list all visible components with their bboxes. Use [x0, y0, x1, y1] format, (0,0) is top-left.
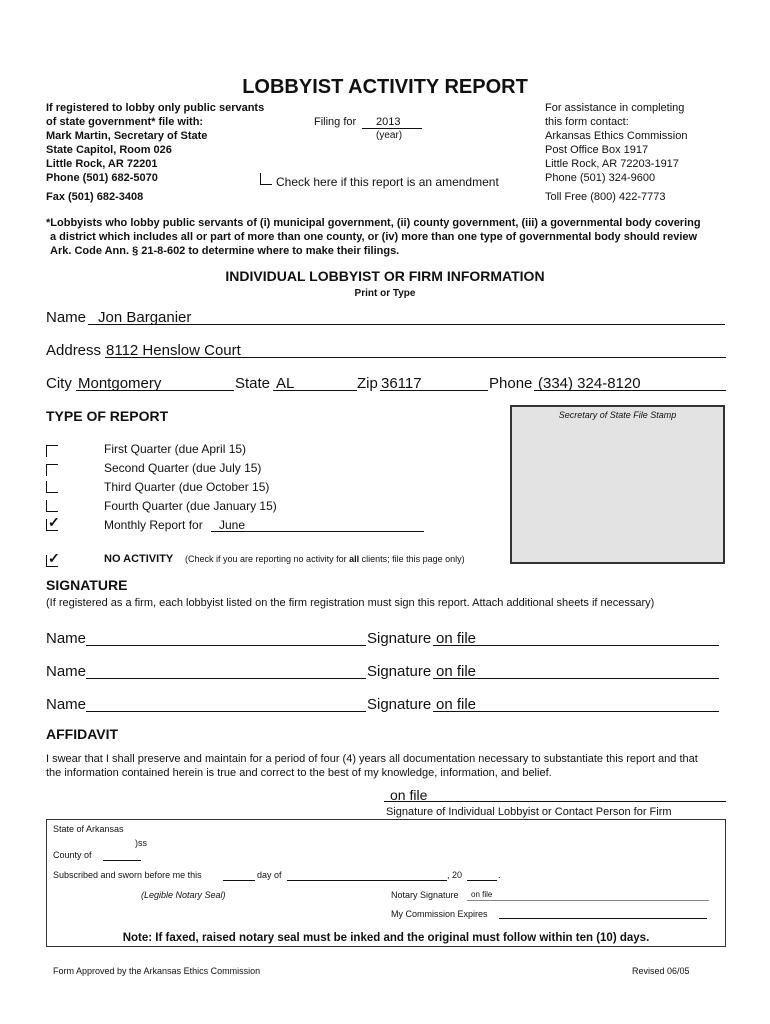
notary-subscribed: Subscribed and sworn before me this — [53, 870, 202, 880]
no-activity-note — [185, 554, 465, 564]
filing-office-fax: Fax (501) 682-3408 — [46, 191, 144, 203]
report-type-heading: TYPE OF REPORT — [46, 408, 169, 424]
info-heading: INDIVIDUAL LOBBYIST OR FIRM INFORMATION — [225, 268, 545, 284]
amendment-checkbox[interactable] — [260, 173, 272, 185]
filing-office-line: If registered to lobby only public servants — [46, 102, 265, 114]
second-quarter-label: Second Quarter (due July 15) — [104, 461, 262, 475]
affidavit-heading: AFFIDAVIT — [46, 726, 119, 742]
signer-name-label: Name — [46, 696, 87, 713]
affidavit-signature-caption: Signature of Individual Lobbyist or Contact Person for Firm — [386, 806, 672, 818]
filing-year-value[interactable]: 2013 — [376, 116, 401, 128]
notary-day-of: day of — [257, 870, 282, 880]
notary-signature-line — [467, 900, 709, 901]
phone-value[interactable]: (334) 324-8120 — [538, 375, 641, 392]
signer-signature-label: Signature — [367, 696, 432, 713]
filing-office-line: Mark Martin, Secretary of State — [46, 130, 208, 142]
amendment-label: Check here if this report is an amendment — [276, 175, 499, 189]
first-quarter-label: First Quarter (due April 15) — [104, 442, 247, 456]
no-activity-label: NO ACTIVITY — [104, 553, 174, 565]
state-label: State — [235, 375, 271, 392]
third-quarter-label: Third Quarter (due October 15) — [104, 480, 270, 494]
monthly-report-label: Monthly Report for — [104, 518, 203, 532]
footnote — [46, 216, 701, 258]
check-mark-icon: ✓ — [48, 514, 60, 530]
signature-heading: SIGNATURE — [46, 577, 128, 593]
notary-signature-value[interactable]: on file — [471, 890, 493, 899]
no-activity-note-pre: (Check if you are reporting no activity for — [185, 554, 350, 564]
name-value[interactable]: Jon Barganier — [98, 309, 192, 326]
check-mark-icon: ✓ — [48, 550, 60, 566]
notary-state: State of Arkansas — [53, 824, 124, 834]
filing-for-label: Filing for — [314, 116, 357, 128]
signer-name-line — [86, 711, 366, 712]
filing-office-line: State Capitol, Room 026 — [46, 144, 172, 156]
affidavit-text — [46, 752, 698, 780]
city-label: City — [46, 375, 72, 392]
filing-office-block — [46, 101, 264, 185]
second-quarter-checkbox[interactable] — [46, 464, 58, 476]
footnote-line: *Lobbyists who lobby public servants of (i) municipal government, (ii) county government, (iii) a governmental body covering — [46, 217, 701, 229]
filing-office-line: Phone (501) 682-5070 — [46, 172, 158, 184]
footer-revision: Revised 06/05 — [632, 966, 690, 976]
affidavit-signature-line — [384, 801, 726, 802]
page-title: LOBBYIST ACTIVITY REPORT — [242, 76, 528, 98]
notary-commission-label: My Commission Expires — [391, 909, 488, 919]
notary-ss: )ss — [135, 838, 147, 848]
no-activity-note-bold: all — [349, 554, 360, 564]
footnote-line: a district which includes all or part of more than one county, or (iv) more than one type of governmental body should review — [50, 231, 698, 243]
notary-commission-line — [499, 918, 707, 919]
assistance-line: Phone (501) 324-9600 — [545, 172, 656, 184]
state-value[interactable]: AL — [276, 375, 295, 392]
notary-month-line — [287, 880, 447, 881]
signer-signature-value[interactable]: on file — [436, 630, 477, 647]
file-stamp-box — [510, 405, 725, 564]
city-value[interactable]: Montgomery — [78, 375, 162, 392]
filing-year-line — [362, 128, 422, 129]
footnote-line: Ark. Code Ann. § 21-8-602 to determine where to make their filings. — [50, 245, 400, 257]
notary-day-line — [223, 880, 255, 881]
affidavit-text-line: I swear that I shall preserve and maintain for a period of four (4) years all documentation necessary to substantiate this report and that — [46, 753, 698, 765]
assistance-line: Arkansas Ethics Commission — [545, 130, 688, 142]
signer-name-line — [86, 645, 366, 646]
filing-office-line: Little Rock, AR 72201 — [46, 158, 158, 170]
filing-office-line: of state government* file with: — [46, 116, 204, 128]
assistance-line: Little Rock, AR 72203-1917 — [545, 158, 679, 170]
assistance-toll-free: Toll Free (800) 422-7773 — [545, 191, 666, 203]
fourth-quarter-label: Fourth Quarter (due January 15) — [104, 499, 277, 513]
first-quarter-checkbox[interactable] — [46, 445, 58, 457]
address-value[interactable]: 8112 Henslow Court — [106, 342, 241, 359]
notary-box — [46, 819, 726, 947]
monthly-report-checkbox[interactable] — [46, 514, 60, 531]
affidavit-signature-value[interactable]: on file — [390, 787, 428, 803]
assistance-line: Post Office Box 1917 — [545, 144, 649, 156]
info-subheading: Print or Type — [354, 288, 416, 299]
no-activity-checkbox[interactable] — [46, 550, 60, 567]
assistance-line: For assistance in completing — [545, 102, 685, 114]
signer-name-line — [86, 678, 366, 679]
monthly-report-value[interactable]: June — [219, 518, 246, 532]
notary-year-suffix: . — [498, 870, 501, 880]
phone-label: Phone — [489, 375, 533, 392]
zip-value[interactable]: 36117 — [381, 375, 422, 392]
notary-signature-label: Notary Signature — [391, 890, 459, 900]
signer-signature-label: Signature — [367, 630, 432, 647]
footer-approval: Form Approved by the Arkansas Ethics Commission — [53, 966, 261, 976]
no-activity-note-post: clients; file this page only) — [359, 554, 465, 564]
assistance-block — [545, 101, 687, 185]
address-label: Address — [46, 342, 102, 359]
notary-county-line — [103, 860, 141, 861]
zip-label: Zip — [357, 375, 378, 392]
signer-name-label: Name — [46, 663, 87, 680]
signer-name-label: Name — [46, 630, 87, 647]
notary-county: County of — [53, 850, 92, 860]
notary-year-prefix: , 20 — [447, 870, 463, 880]
notary-seal: (Legible Notary Seal) — [141, 890, 226, 900]
assistance-line: this form contact: — [545, 116, 629, 128]
file-stamp-label: Secretary of State File Stamp — [558, 410, 677, 420]
third-quarter-checkbox[interactable] — [46, 481, 58, 493]
signer-signature-label: Signature — [367, 663, 432, 680]
filing-year-caption: (year) — [376, 130, 403, 141]
fax-note: Note: If faxed, raised notary seal must be inked and the original must follow within ten (10) days. — [122, 932, 650, 944]
signature-note: (If registered as a firm, each lobbyist listed on the firm registration must sign this report. Attach additional sheets if necessary) — [46, 597, 655, 609]
affidavit-text-line: the information contained herein is true and correct to the best of my knowledge, information, and belief. — [46, 767, 552, 779]
notary-year-line — [467, 880, 497, 881]
fourth-quarter-checkbox[interactable] — [46, 500, 58, 512]
signer-signature-value[interactable]: on file — [436, 696, 477, 713]
signer-signature-value[interactable]: on file — [436, 663, 477, 680]
name-label: Name — [46, 309, 87, 326]
